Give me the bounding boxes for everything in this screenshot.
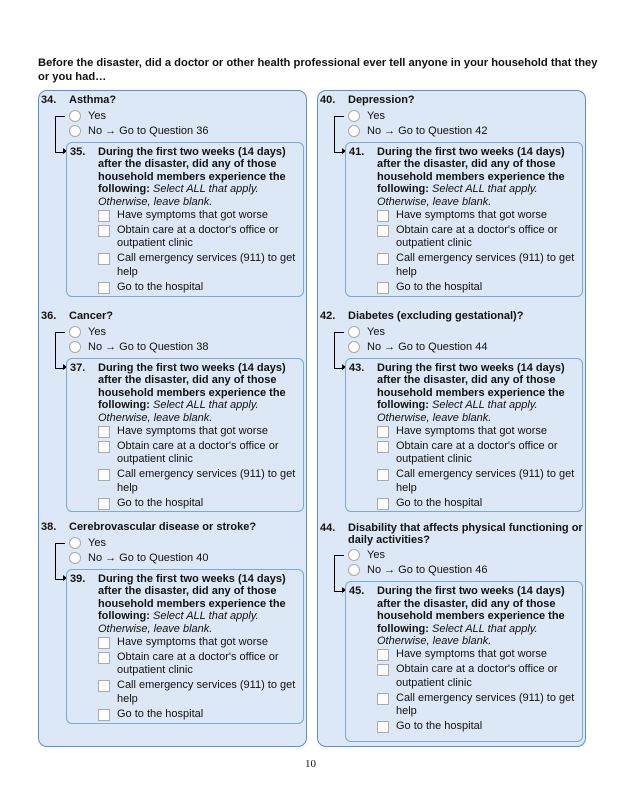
checkbox-label: Call emergency services (911) to get help: [117, 252, 296, 278]
follow-up-instruction: Select ALL that apply. Otherwise, leave blank.: [377, 183, 538, 208]
checkbox-label: Obtain care at a doctor's office or outpatient clinic: [396, 663, 558, 689]
radio-yes-label: Yes: [367, 109, 385, 122]
radio-circle[interactable]: [69, 125, 81, 137]
checkbox-label: Call emergency services (911) to get help: [117, 468, 296, 494]
checkbox-option[interactable]: [377, 648, 582, 662]
checkbox[interactable]: [377, 225, 389, 237]
radio-circle[interactable]: [69, 326, 81, 338]
checkbox-option[interactable]: [98, 252, 303, 279]
checkbox-options: [98, 636, 303, 723]
checkbox-label: Go to the hospital: [396, 720, 483, 732]
follow-up-number: 35.: [70, 145, 86, 158]
radio-no-label: No → Go to Question 44: [367, 340, 488, 353]
radio-circle[interactable]: [348, 326, 360, 338]
radio-circle[interactable]: [69, 110, 81, 122]
radio-no-label: No → Go to Question 38: [88, 340, 209, 353]
radio-circle[interactable]: [348, 110, 360, 122]
checkbox-option[interactable]: [377, 281, 582, 295]
radio-no-label: No → Go to Question 42: [367, 124, 488, 137]
checkbox[interactable]: [377, 253, 389, 265]
checkbox-option[interactable]: [377, 692, 582, 719]
checkbox[interactable]: [377, 210, 389, 222]
checkbox-label: Have symptoms that got worse: [396, 648, 548, 660]
follow-up-text: [98, 573, 301, 636]
radio-no[interactable]: [348, 563, 487, 577]
checkbox-label: Go to the hospital: [117, 707, 204, 720]
checkbox-label: Obtain care at a doctor's office or outpatient clinic: [117, 650, 279, 676]
checkbox-label: Obtain care at a doctor's office or outpatient clinic: [117, 439, 279, 465]
follow-up-number: 37.: [70, 361, 86, 374]
follow-up-number: 39.: [70, 572, 86, 585]
question-text: Depression?: [348, 94, 415, 106]
checkbox[interactable]: [377, 693, 389, 705]
checkbox[interactable]: [98, 282, 110, 294]
checkbox-option[interactable]: [377, 209, 582, 223]
checkbox-label: Have symptoms that got worse: [117, 635, 269, 648]
checkbox[interactable]: [377, 441, 389, 453]
checkbox[interactable]: [98, 253, 110, 265]
checkbox[interactable]: [98, 498, 110, 510]
radio-no[interactable]: [69, 340, 208, 354]
follow-up-text: [98, 146, 301, 209]
checkbox-option[interactable]: [377, 720, 582, 734]
question-text: Cerebrovascular disease or stroke?: [69, 521, 257, 533]
checkbox-label: Have symptoms that got worse: [396, 208, 548, 221]
checkbox-label: Go to the hospital: [396, 496, 483, 509]
question-text: Cancer?: [69, 310, 114, 322]
follow-up-bold-text: During the first two weeks (14 days) after the disaster, did any of those household members experience the following:: [98, 361, 286, 411]
question-text: Disability that affects physical functioning or daily activities?: [348, 522, 583, 546]
checkbox-label: Have symptoms that got worse: [117, 424, 269, 437]
radio-yes[interactable]: [69, 536, 106, 550]
follow-up-instruction: Select ALL that apply. Otherwise, leave blank.: [377, 622, 538, 647]
radio-circle[interactable]: [69, 537, 81, 549]
question-text: Diabetes (excluding gestational)?: [348, 310, 524, 322]
checkbox[interactable]: [377, 664, 389, 676]
question-number: 40.: [320, 94, 336, 106]
checkbox-option[interactable]: [98, 209, 303, 223]
follow-up-question: [66, 569, 304, 724]
checkbox-option[interactable]: [98, 497, 303, 511]
follow-up-instruction: Select ALL that apply. Otherwise, leave blank.: [377, 399, 538, 424]
checkbox-label: Have symptoms that got worse: [117, 208, 269, 221]
checkbox[interactable]: [98, 225, 110, 237]
left-question-panel: [38, 90, 307, 747]
radio-circle[interactable]: [348, 125, 360, 137]
follow-up-bold-text: During the first two weeks (14 days) after the disaster, did any of those household members experience the following:: [98, 145, 286, 195]
question-text: Asthma?: [69, 94, 117, 106]
checkbox-option[interactable]: [98, 468, 303, 495]
radio-no-label: No → Go to Question 40: [88, 551, 209, 564]
checkbox-option[interactable]: [98, 425, 303, 439]
question-number: 36.: [41, 310, 57, 322]
checkbox[interactable]: [377, 649, 389, 661]
radio-yes-label: Yes: [88, 325, 106, 338]
checkbox[interactable]: [377, 469, 389, 481]
follow-up-bold-text: During the first two weeks (14 days) after the disaster, did any of those household members experience the following:: [98, 572, 286, 622]
follow-up-bold-text: During the first two weeks (14 days) after the disaster, did any of those household members experience the following:: [377, 361, 565, 411]
follow-up-question: [345, 142, 583, 297]
question-number: 38.: [41, 521, 57, 533]
page-number: 10: [305, 758, 316, 770]
radio-yes[interactable]: [348, 325, 385, 339]
checkbox-option[interactable]: [98, 440, 303, 467]
checkbox[interactable]: [98, 210, 110, 222]
checkbox-option[interactable]: [377, 440, 582, 467]
radio-yes-label: Yes: [88, 536, 106, 549]
follow-up-question: [345, 358, 583, 512]
checkbox[interactable]: [98, 652, 110, 664]
checkbox-label: Call emergency services (911) to get help: [117, 679, 296, 705]
checkbox-option[interactable]: [98, 708, 303, 722]
radio-yes[interactable]: [348, 548, 385, 562]
checkbox-option[interactable]: [377, 468, 582, 495]
checkbox-label: Obtain care at a doctor's office or outpatient clinic: [396, 223, 558, 249]
radio-circle[interactable]: [348, 564, 360, 576]
radio-no-label: No → Go to Question 46: [367, 564, 488, 576]
checkbox-label: Call emergency services (911) to get help: [396, 691, 575, 717]
follow-up-instruction: Select ALL that apply. Otherwise, leave blank.: [98, 610, 259, 635]
follow-up-text: [377, 146, 580, 209]
checkbox[interactable]: [98, 426, 110, 438]
checkbox-label: Have symptoms that got worse: [396, 424, 548, 437]
follow-up-text: [377, 362, 580, 425]
radio-circle[interactable]: [348, 341, 360, 353]
checkbox[interactable]: [98, 680, 110, 692]
checkbox-options: [377, 425, 582, 512]
checkbox-option[interactable]: [377, 252, 582, 279]
checkbox-options: [377, 209, 582, 296]
checkbox-option[interactable]: [98, 636, 303, 650]
radio-yes[interactable]: [348, 109, 385, 123]
checkbox-option[interactable]: [98, 224, 303, 251]
follow-up-bold-text: During the first two weeks (14 days) after the disaster, did any of those household members experience the following:: [377, 145, 565, 195]
radio-circle[interactable]: [348, 549, 360, 561]
question-number: 42.: [320, 310, 336, 322]
checkbox-option[interactable]: [98, 281, 303, 295]
checkbox[interactable]: [98, 709, 110, 721]
checkbox[interactable]: [377, 282, 389, 294]
checkbox-label: Obtain care at a doctor's office or outpatient clinic: [117, 223, 279, 249]
radio-no[interactable]: [69, 551, 208, 565]
checkbox-label: Go to the hospital: [117, 496, 204, 509]
radio-circle[interactable]: [69, 552, 81, 564]
follow-up-text: [377, 585, 580, 648]
follow-up-number: 43.: [349, 361, 365, 374]
radio-yes-label: Yes: [367, 549, 385, 561]
right-question-panel: [317, 90, 586, 747]
radio-no[interactable]: [69, 124, 208, 138]
radio-yes[interactable]: [69, 325, 106, 339]
radio-yes-label: Yes: [367, 325, 385, 338]
checkbox-label: Call emergency services (911) to get help: [396, 468, 575, 494]
section-intro: Before the disaster, did a doctor or other health professional ever tell anyone in your household that they or you had…: [38, 57, 598, 83]
checkbox[interactable]: [377, 426, 389, 438]
radio-no[interactable]: [348, 340, 487, 354]
radio-no[interactable]: [348, 124, 487, 138]
follow-up-text: [98, 362, 301, 425]
checkbox-options: [98, 425, 303, 512]
question-number: 34.: [41, 94, 57, 106]
checkbox-option[interactable]: [377, 224, 582, 251]
follow-up-instruction: Select ALL that apply. Otherwise, leave blank.: [98, 183, 259, 208]
checkbox[interactable]: [377, 498, 389, 510]
checkbox-option[interactable]: [377, 497, 582, 511]
checkbox-options: [377, 648, 582, 735]
radio-yes-label: Yes: [88, 109, 106, 122]
checkbox[interactable]: [98, 469, 110, 481]
follow-up-question: [66, 358, 304, 512]
follow-up-question: [345, 581, 583, 742]
checkbox-options: [98, 209, 303, 296]
checkbox-label: Go to the hospital: [396, 280, 483, 293]
checkbox-label: Obtain care at a doctor's office or outpatient clinic: [396, 439, 558, 465]
follow-up-instruction: Select ALL that apply. Otherwise, leave blank.: [98, 399, 259, 424]
radio-no-label: No → Go to Question 36: [88, 124, 209, 137]
checkbox-label: Go to the hospital: [117, 280, 204, 293]
radio-yes[interactable]: [69, 109, 106, 123]
checkbox-option[interactable]: [377, 663, 582, 690]
follow-up-bold-text: During the first two weeks (14 days) after the disaster, did any of those household members experience the following:: [377, 585, 565, 635]
checkbox-option[interactable]: [98, 679, 303, 706]
follow-up-question: [66, 142, 304, 297]
checkbox-label: Call emergency services (911) to get help: [396, 252, 575, 278]
radio-circle[interactable]: [69, 341, 81, 353]
follow-up-number: 45.: [349, 585, 365, 597]
checkbox[interactable]: [98, 637, 110, 649]
follow-up-number: 41.: [349, 145, 365, 158]
checkbox[interactable]: [377, 721, 389, 733]
checkbox-option[interactable]: [98, 651, 303, 678]
checkbox-option[interactable]: [377, 425, 582, 439]
checkbox[interactable]: [98, 441, 110, 453]
question-number: 44.: [320, 522, 336, 534]
